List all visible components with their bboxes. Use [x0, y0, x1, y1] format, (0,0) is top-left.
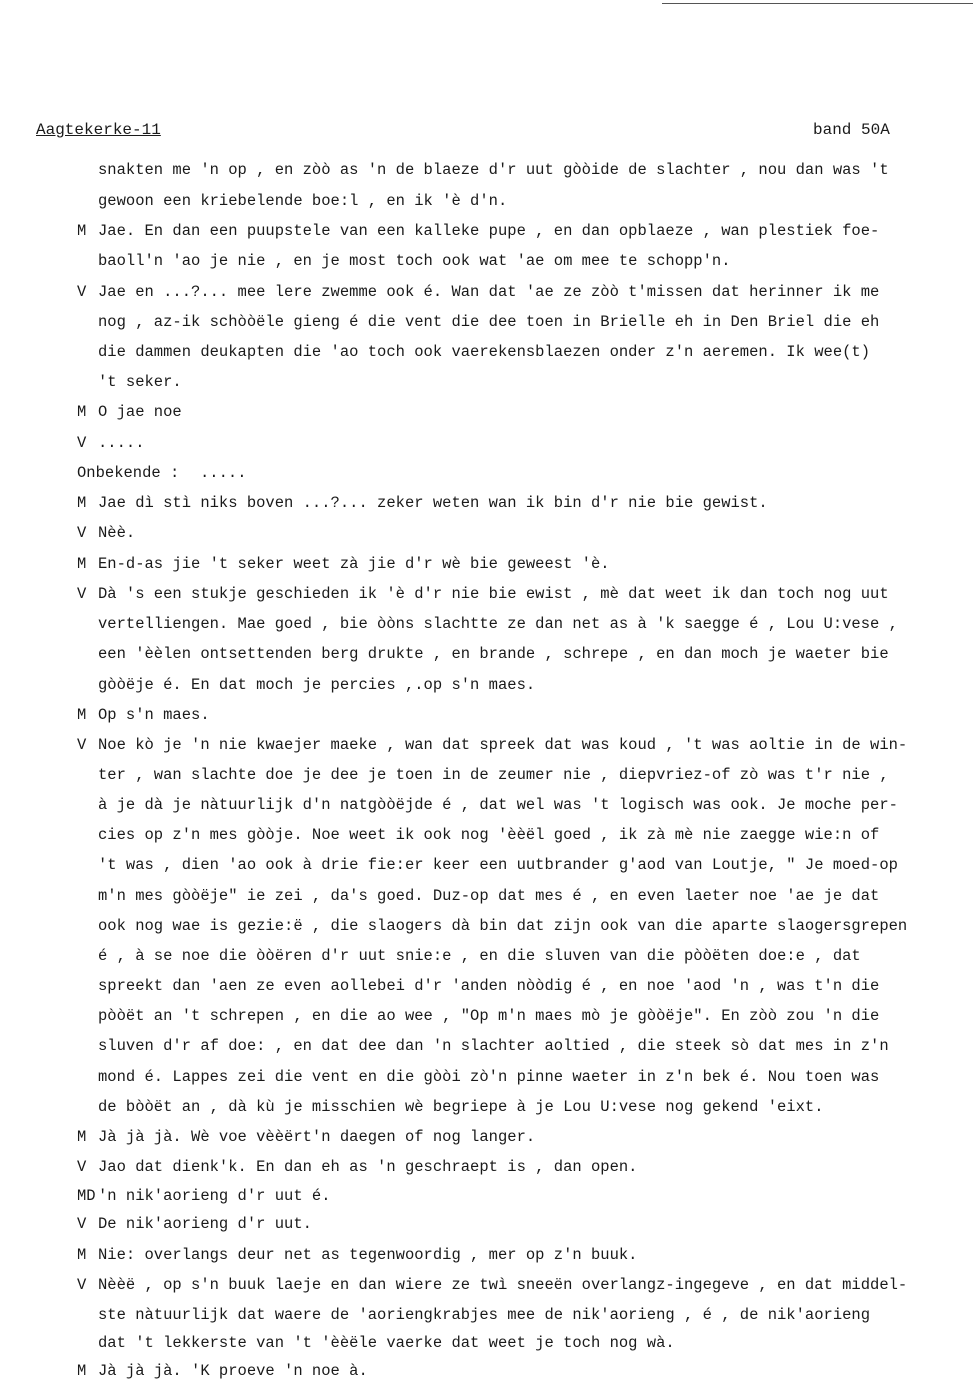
- speaker-label: M: [77, 403, 87, 421]
- line-text: nog , az-ik schòòële gieng é die vent die dee toen in Brielle eh in Den Briel die eh: [98, 313, 880, 331]
- line-text: Dà 's een stukje geschieden ik 'è d'r nie bie ewist , mè dat weet ik dan toch nog uut: [98, 585, 889, 603]
- speaker-label: V: [77, 1215, 87, 1233]
- line-text: spreekt dan 'aen ze even aollebei d'r 'anden nòòdig é , en noe 'aod 'n , was t'n die: [98, 977, 880, 995]
- line-text: sluven d'r af doe: , en dat dee dan 'n slachter aoltied , die steek sò dat mes in z'n: [98, 1037, 889, 1055]
- speaker-label: Onbekende :: [77, 464, 180, 482]
- line-text: vertelliengen. Mae goed , bie òòns slachtte ze dan net as à 'k saegge é , Lou U:vese ,: [98, 615, 898, 633]
- document-header-left: Aagtekerke-11: [36, 121, 161, 139]
- line-text: Nèèë , op s'n buuk laeje en dan wiere ze twì sneeën overlangz-ingegeve , en dat middel-: [98, 1276, 908, 1294]
- line-text: 'n nik'aorieng d'r uut é.: [98, 1187, 331, 1205]
- line-text: .....: [200, 464, 247, 482]
- speaker-label: MD: [77, 1187, 96, 1205]
- line-text: Jae dì stì niks boven ...?... zeker weten wan ik bin d'r nie bie gewist.: [98, 494, 768, 512]
- line-text: Jà jà jà. Wè voe vèèërt'n daegen of nog langer.: [98, 1128, 536, 1146]
- speaker-label: M: [77, 494, 87, 512]
- speaker-label: V: [77, 283, 87, 301]
- line-text: snakten me 'n op , en zòò as 'n de blaeze d'r uut gòòide de slachter , nou dan was 't: [98, 161, 889, 179]
- speaker-label: V: [77, 585, 87, 603]
- line-text: mond é. Lappes zei die vent en die gòòi zò'n pinne waeter in z'n bek é. Nou toen was: [98, 1068, 880, 1086]
- line-text: een 'èèlen ontsettenden berg drukte , en brande , schrepe , en dan moch je waeter bie: [98, 645, 889, 663]
- line-text: Jao dat dienk'k. En dan eh as 'n geschraept is , dan open.: [98, 1158, 638, 1176]
- speaker-label: V: [77, 1158, 87, 1176]
- line-text: ste nàtuurlijk dat waere de 'aoriengkrabjes mee de nik'aorieng , é , de nik'aorieng: [98, 1306, 871, 1324]
- line-text: baoll'n 'ao je nie , en je most toch ook wat 'ae om mee te schopp'n.: [98, 252, 731, 270]
- line-text: Jà jà jà. 'K proeve 'n noe à.: [98, 1362, 368, 1380]
- document-header-right: band 50A: [813, 121, 890, 139]
- line-text: de bòòët an , dà kù je misschien wè begriepe à je Lou U:vese nog gekend 'eixt.: [98, 1098, 824, 1116]
- line-text: à je dà je nàtuurlijk d'n natgòòëjde é , dat wel was 't logisch was ook. Je moche per-: [98, 796, 898, 814]
- line-text: Nie: overlangs deur net as tegenwoordig , mer op z'n buuk.: [98, 1246, 638, 1264]
- speaker-label: M: [77, 1362, 87, 1380]
- line-text: é , à se noe die òòëren d'r uut snie:e , en die sluven van die pòòëten doe:e , dat: [98, 947, 861, 965]
- line-text: pòòët an 't schrepen , en die ao wee , "Op m'n maes mò je gòòëje". En zòò zou 'n die: [98, 1007, 880, 1025]
- line-text: 't seker.: [98, 373, 182, 391]
- line-text: Jae. En dan een puupstele van een kalleke pupe , en dan opblaeze , wan plestiek foe-: [98, 222, 880, 240]
- line-text: De nik'aorieng d'r uut.: [98, 1215, 312, 1233]
- line-text: 't was , dien 'ao ook à drie fie:er keer een uutbrander g'aod van Loutje, " Je moed-op: [98, 856, 898, 874]
- line-text: ter , wan slachte doe je dee je toen in de zeumer nie , diepvriez-of zò was t'r nie ,: [98, 766, 889, 784]
- line-text: m'n mes gòòëje" ie zei , da's goed. Duz-op dat mes é , en even laeter noe 'ae je dat: [98, 887, 880, 905]
- speaker-label: M: [77, 1128, 87, 1146]
- line-text: .....: [98, 434, 145, 452]
- line-text: Nèè.: [98, 524, 136, 542]
- line-text: En-d-as jie 't seker weet zà jie d'r wè bie geweest 'è.: [98, 555, 610, 573]
- speaker-label: M: [77, 555, 87, 573]
- speaker-label: V: [77, 736, 87, 754]
- top-rule: [662, 3, 973, 4]
- line-text: Noe kò je 'n nie kwaejer maeke , wan dat spreek dat was koud , 't was aoltie in de win-: [98, 736, 908, 754]
- line-text: Jae en ...?... mee lere zwemme ook é. Wan dat 'ae ze zòò t'missen dat herinner ik me: [98, 283, 880, 301]
- line-text: Op s'n maes.: [98, 706, 210, 724]
- line-text: dat 't lekkerste van 't 'èèële vaerke dat weet je toch nog wà.: [98, 1334, 675, 1352]
- line-text: ook nog wae is gezie:ë , die slaogers dà bin dat zijn ook van die aparte slaogersgrepen: [98, 917, 908, 935]
- speaker-label: V: [77, 1276, 87, 1294]
- speaker-label: M: [77, 1246, 87, 1264]
- speaker-label: M: [77, 222, 87, 240]
- speaker-label: M: [77, 706, 87, 724]
- line-text: cies op z'n mes gòòje. Noe weet ik ook nog 'èèël goed , ik zà mè nie zaegge wie:n of: [98, 826, 880, 844]
- line-text: gòòëje é. En dat moch je percies ,.op s'n maes.: [98, 676, 536, 694]
- line-text: O jae noe: [98, 403, 182, 421]
- speaker-label: V: [77, 434, 87, 452]
- speaker-label: V: [77, 524, 87, 542]
- line-text: gewoon een kriebelende boe:l , en ik 'è d'n.: [98, 192, 508, 210]
- line-text: die dammen deukapten die 'ao toch ook vaerekensblaezen onder z'n aeremen. Ik wee(t): [98, 343, 871, 361]
